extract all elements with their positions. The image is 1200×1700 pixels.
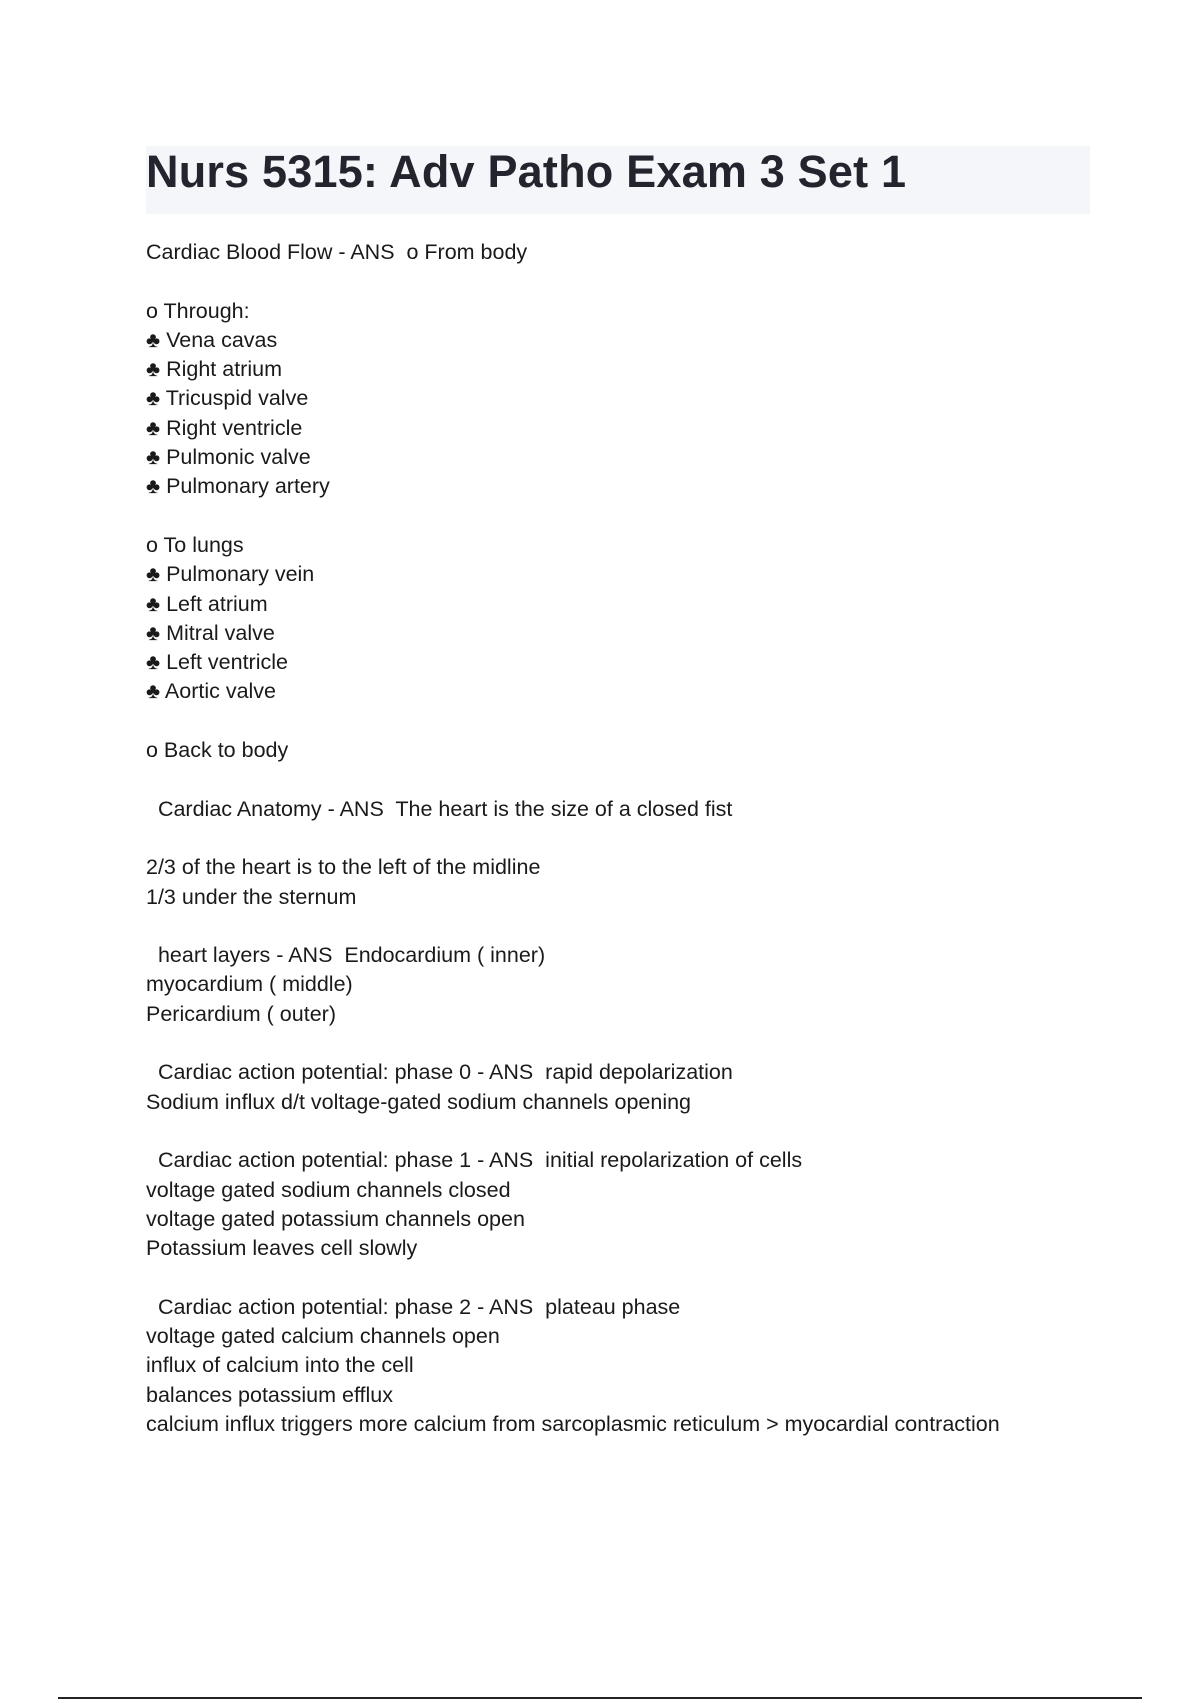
text-line: Cardiac Blood Flow - ANS o From body: [146, 240, 528, 264]
blank-line: [146, 1029, 1106, 1058]
text-line: ♣ Pulmonary artery: [146, 474, 330, 499]
text-line: ♣ Right atrium: [146, 357, 282, 382]
text-line: voltage gated sodium channels closed: [146, 1177, 511, 1202]
text-line: ♣ Pulmonic valve: [146, 445, 311, 470]
text-line: Pericardium ( outer): [146, 1001, 336, 1026]
text-line: voltage gated potassium channels open: [146, 1206, 525, 1231]
blank-line: [146, 912, 1106, 941]
text-line: ♣ Left atrium: [146, 591, 268, 616]
blank-line: [146, 707, 1106, 736]
text-line: Sodium influx d/t voltage-gated sodium channels opening: [146, 1089, 692, 1114]
text-line: 1/3 under the sternum: [146, 884, 357, 909]
blank-line: [146, 1263, 1106, 1292]
text-line: o To lungs: [146, 532, 244, 557]
text-line: o Through:: [146, 298, 250, 323]
blank-line: [146, 502, 1106, 531]
text-line: ♣ Mitral valve: [146, 620, 275, 645]
text-line: ♣ Pulmonary vein: [146, 562, 315, 587]
text-line: voltage gated calcium channels open: [146, 1323, 500, 1348]
text-line: Cardiac action potential: phase 2 - ANS plateau phase: [146, 1294, 681, 1319]
blank-line: [146, 267, 1106, 296]
text-line: myocardium ( middle): [146, 972, 353, 997]
text-line: heart layers - ANS Endocardium ( inner): [146, 943, 546, 968]
page-bottom-divider: [58, 1697, 1142, 1699]
text-line: influx of calcium into the cell: [146, 1353, 414, 1378]
text-line: calcium influx triggers more calcium from sarcoplasmic reticulum > myocardial contraction: [146, 1411, 1000, 1436]
text-line: ♣ Left ventricle: [146, 650, 288, 675]
text-line: balances potassium efflux: [146, 1382, 393, 1407]
text-line: ♣ Vena cavas: [146, 327, 278, 352]
page-title: Nurs 5315: Adv Patho Exam 3 Set 1: [146, 146, 907, 197]
text-line: o Back to body: [146, 738, 289, 763]
document-body: [146, 238, 1106, 1439]
blank-line: [146, 765, 1106, 794]
text-line: Cardiac action potential: phase 1 - ANS initial repolarization of cells: [146, 1148, 803, 1173]
text-line: Cardiac action potential: phase 0 - ANS rapid depolarization: [146, 1060, 733, 1085]
text-line: 2/3 of the heart is to the left of the midline: [146, 855, 541, 880]
text-line: ♣ Tricuspid valve: [146, 386, 309, 411]
blank-line: [146, 1117, 1106, 1146]
text-line: ♣ Right ventricle: [146, 415, 303, 440]
blank-line: [146, 824, 1106, 853]
text-line: Potassium leaves cell slowly: [146, 1236, 418, 1261]
text-line: ♣ Aortic valve: [146, 679, 277, 704]
text-line: Cardiac Anatomy - ANS The heart is the size of a closed fist: [146, 796, 733, 821]
